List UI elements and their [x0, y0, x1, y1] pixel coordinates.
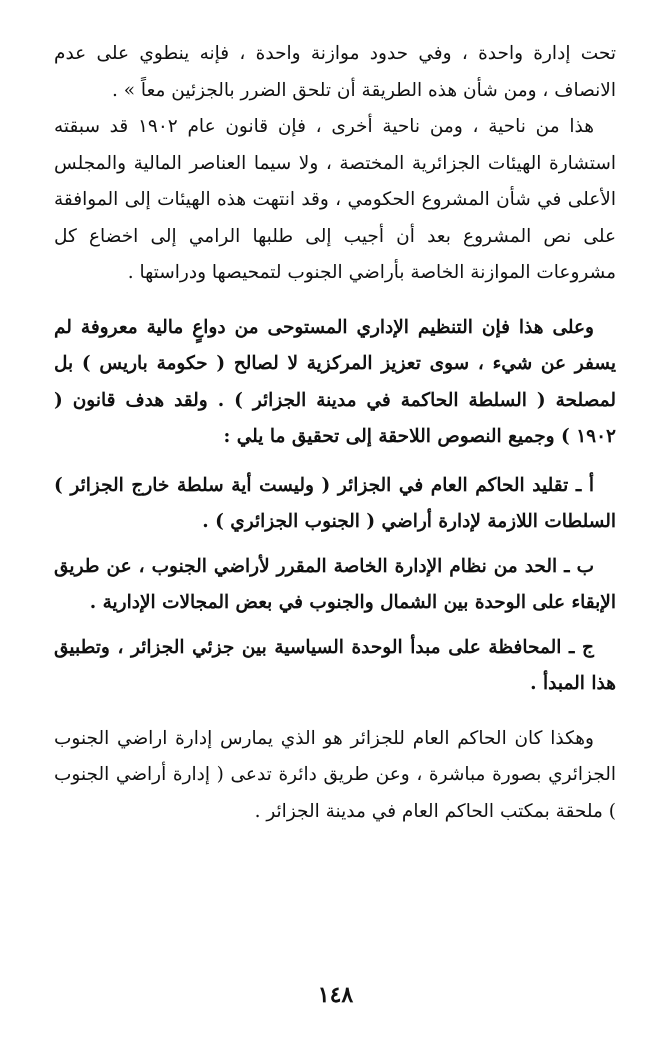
page-body	[54, 36, 616, 830]
paragraph-4: وهكذا كان الحاكم العام للجزائر هو الذي يمارس إدارة اراضي الجنوب الجزائري بصورة مباشرة ، وعن طريق دائرة تدعى ( إدارة أراضي الجنوب ) ملحقة بمكتب الحاكم العام في مدينة الجزائر .	[54, 727, 616, 822]
paragraph-2: هذا من ناحية ، ومن ناحية أخرى ، فإن قانون عام ١٩٠٢ قد سبقته استشارة الهيئات الجزائرية المختصة ، ولا سيما العناصر المالية والمجلس الأعلى في شأن المشروع الحكومي ، وقد انتهت هذه الهيئات إلى الموافقة على نص المشروع بعد أن أجيب إلى طلبها الرامي إلى اخضاع كل مشروعات الموازنة الخاصة بأراضي الجنوب لتمحيصها ودراستها .	[54, 116, 616, 283]
list-item-c: ج ـ المحافظة على مبدأ الوحدة السياسية بين جزئي الجزائر ، وتطبيق هذا المبدأ .	[54, 636, 616, 694]
list-item-b: ب ـ الحد من نظام الإدارة الخاصة المقرر لأراضي الجنوب ، عن طريق الإبقاء على الوحدة بين الشمال والجنوب في بعض المجالات الإدارية .	[54, 555, 616, 613]
paragraph-3: وعلى هذا فإن التنظيم الإداري المستوحى من دواعٍ مالية معروفة لم يسفر عن شيء ، سوى تعزيز المركزية لا لصالح ( حكومة باريس ) بل لمصلحة ( السلطة الحاكمة في مدينة الجزائر ) . ولقد هدف قانون ( ١٩٠٢ ) وجميع النصوص اللاحقة إلى تحقيق ما يلي :	[54, 316, 616, 447]
list-item-a: أ ـ تقليد الحاكم العام في الجزائر ( وليست أية سلطة خارج الجزائر ) السلطات اللازمة لإدارة أراضي ( الجنوب الجزائري ) .	[54, 474, 616, 532]
page-number: ١٤٨	[317, 982, 354, 1008]
paragraph-1: تحت إدارة واحدة ، وفي حدود موازنة واحدة ، فإنه ينطوي على عدم الانصاف ، ومن شأن هذه الطريقة أن تلحق الضرر بالجزئين معاً » .	[54, 43, 616, 101]
